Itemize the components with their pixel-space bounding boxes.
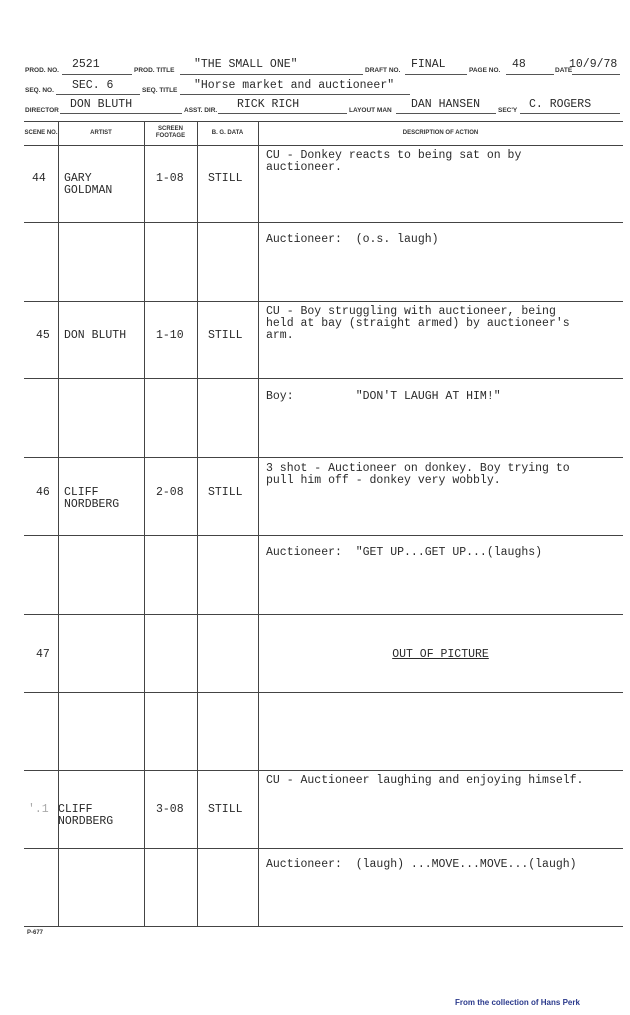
action-description: Auctioneer: (o.s. laugh) [266,233,439,246]
action-description: 3 shot - Auctioneer on donkey. Boy trying to pull him off - donkey very wobbly. [266,462,570,487]
bg-data: STILL [208,486,243,499]
rule-row-1 [24,222,623,223]
screen-footage: 2-08 [156,486,184,499]
action-description: CU - Auctioneer laughing and enjoying himself. [266,774,584,787]
seq-no-label: SEQ. NO. [25,87,54,94]
prod-no-label: PROD. NO. [25,67,59,74]
bg-data: STILL [208,172,243,185]
draft-no-value: FINAL [411,58,446,71]
rule-row-2 [24,301,623,302]
scene-number: 47 [36,648,50,661]
asst-dir-label: ASST. DIR. [184,107,218,114]
rule-row-7 [24,692,623,693]
action-description: CU - Donkey reacts to being sat on by auctioneer. [266,149,522,174]
draft-no-label: DRAFT NO. [365,67,401,74]
col-scene-no: SCENE NO. [24,129,58,136]
director-label: DIRECTOR [25,107,59,114]
bg-data: STILL [208,329,243,342]
prod-no-value: 2521 [72,58,100,71]
artist-name: DON BLUTH [64,329,127,342]
screen-footage: 1-10 [156,329,184,342]
out-of-picture-note: OUT OF PICTURE [392,648,489,661]
artist-name: CLIFF NORDBERG [58,803,114,828]
secy-label: SEC'Y [498,107,518,114]
action-description: Auctioneer: (laugh) ...MOVE...MOVE...(laugh) [266,858,577,871]
exposure-table [24,121,623,926]
col-description: DESCRIPTION OF ACTION [402,129,479,136]
rule-row-3 [24,378,623,379]
rule-row-6 [24,614,623,615]
page-no-label: PAGE NO. [469,67,501,74]
screen-footage: 1-08 [156,172,184,185]
collection-credit: From the collection of Hans Perk [455,998,580,1007]
col-artist: ARTIST [90,129,112,136]
scene-number: 46 [36,486,50,499]
action-description: Auctioneer: "GET UP...GET UP...(laughs) [266,546,543,559]
scene-number: '.1 [28,803,49,816]
rule-v-3 [197,121,198,926]
rule-row-4 [24,457,623,458]
rule-top [24,121,623,122]
rule-row-9 [24,848,623,849]
director-value: DON BLUTH [70,98,133,111]
screen-footage: 3-08 [156,803,184,816]
action-description: Boy: "DON'T LAUGH AT HIM!" [266,390,501,403]
layout-man-label: LAYOUT MAN [349,107,392,114]
seq-title-value: "Horse market and auctioneer" [194,79,395,92]
secy-value: C. ROGERS [529,98,592,111]
bg-data: STILL [208,803,243,816]
action-description: CU - Boy struggling with auctioneer, being held at bay (straight armed) by auctioneer's arm. [266,305,570,342]
rule-row-8 [24,770,623,771]
rule-v-4 [258,121,259,926]
seq-title-label: SEQ. TITLE [142,87,178,94]
prod-title-value: "THE SMALL ONE" [194,58,298,71]
page-no-value: 48 [512,58,526,71]
asst-dir-value: RICK RICH [237,98,300,111]
date-label: DATE [555,67,573,74]
rule-v-2 [144,121,145,926]
artist-name: GARY GOLDMAN [64,172,113,197]
scene-number: 45 [36,329,50,342]
col-screen-footage: SCREEN FOOTAGE [155,126,186,139]
rule-row-5 [24,535,623,536]
form-number: P-677 [27,930,44,936]
date-value: 10/9/78 [569,58,618,71]
layout-man-value: DAN HANSEN [411,98,481,111]
rule-header-bottom [24,145,623,146]
col-bg-data: B. G. DATA [211,129,244,136]
artist-name: CLIFF NORDBERG [64,486,120,511]
scene-number: 44 [32,172,46,185]
prod-title-label: PROD. TITLE [134,67,175,74]
seq-no-value: SEC. 6 [72,79,114,92]
rule-row-10 [24,926,623,927]
